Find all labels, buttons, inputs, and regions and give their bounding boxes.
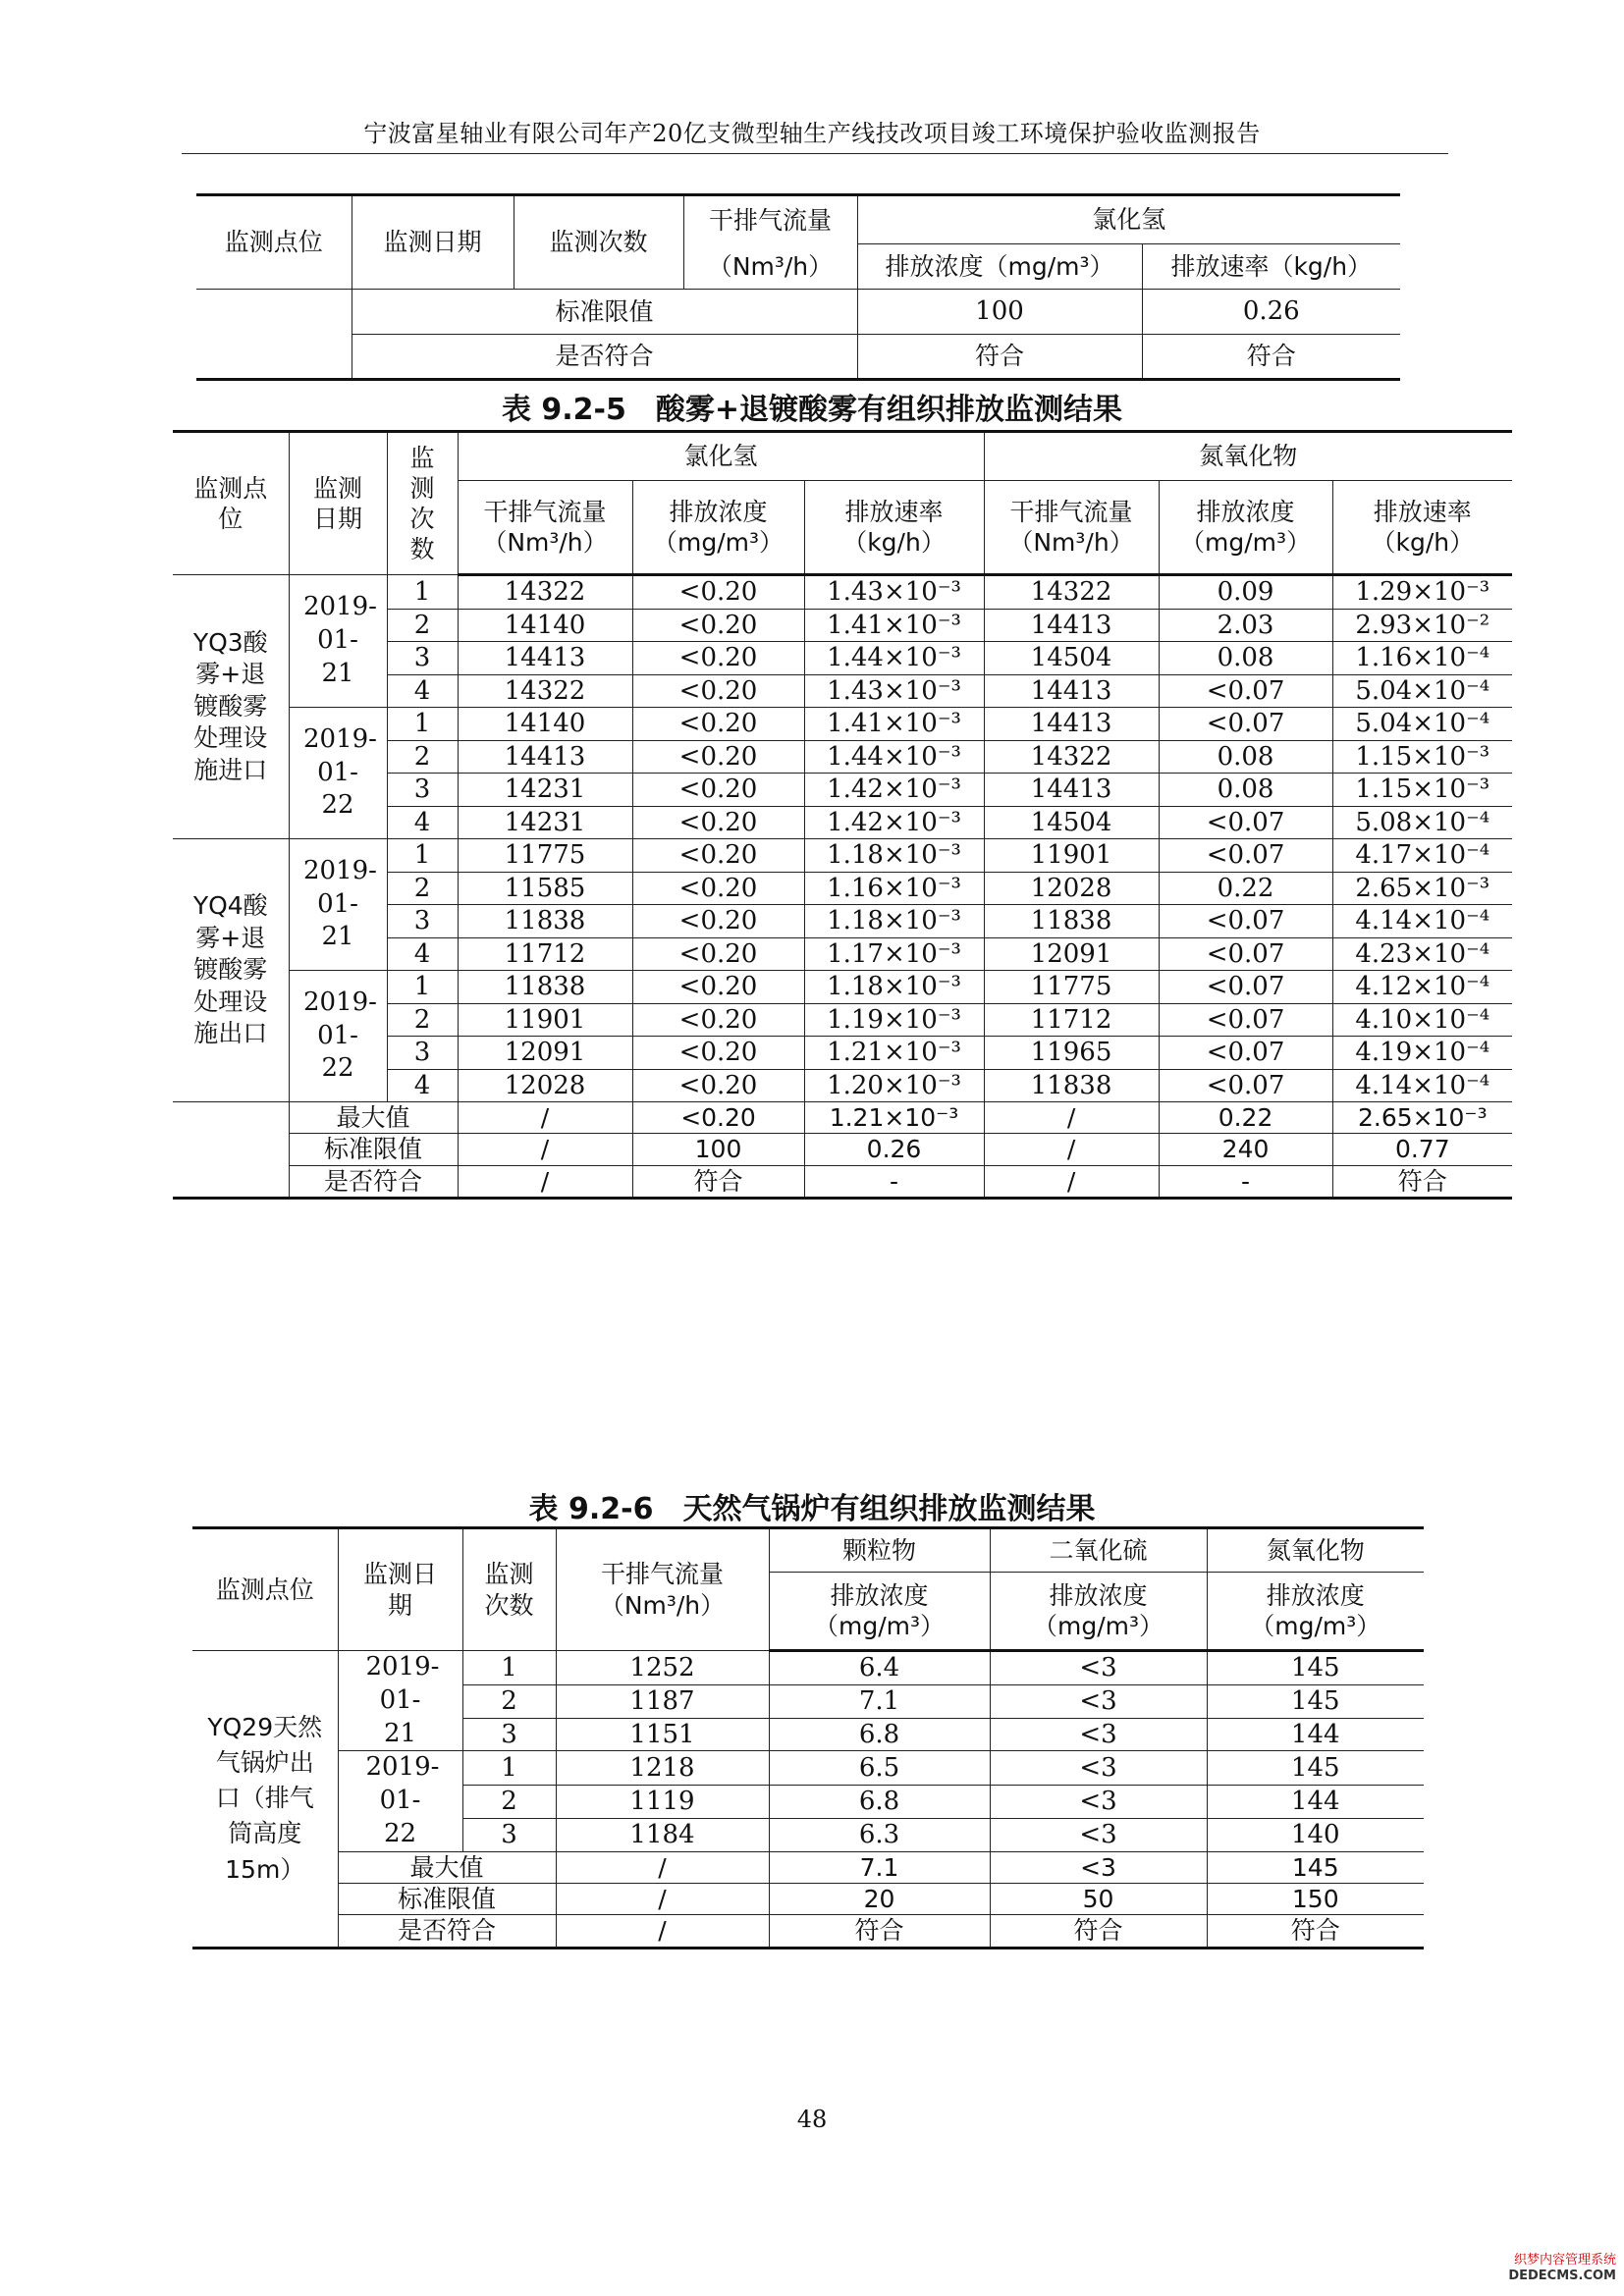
table-row <box>173 839 1512 873</box>
table-cell: 1.42×10⁻³ <box>804 806 984 839</box>
table-cell: 4.10×10⁻⁴ <box>1332 1003 1512 1037</box>
table-cell: 1.19×10⁻³ <box>804 1003 984 1037</box>
table-cell: <0.20 <box>632 1069 804 1102</box>
table-cell: 11901 <box>458 1003 632 1037</box>
table-cell: 符合 <box>990 1915 1207 1948</box>
summary-row <box>173 1134 1512 1165</box>
table-cell: 符合 <box>1207 1915 1424 1948</box>
table-cell: 1.44×10⁻³ <box>804 642 984 675</box>
table-cell: / <box>458 1102 632 1134</box>
table-cell: <0.07 <box>1159 839 1332 873</box>
summary-label: 标准限值 <box>289 1134 458 1165</box>
report-header: 宁波富星轴业有限公司年产20亿支微型轴生产线技改项目竣工环境保护验收监测报告 <box>363 120 1261 147</box>
table-cell: 14322 <box>984 740 1159 774</box>
table-cell: 2 <box>462 1785 556 1818</box>
table-cell: 3 <box>387 774 458 807</box>
table-row <box>173 575 1512 610</box>
table-cell: 4 <box>387 937 458 971</box>
table-cell: 14413 <box>458 740 632 774</box>
table-cell: 12028 <box>458 1069 632 1102</box>
table-cell: 11838 <box>984 905 1159 938</box>
table-cell: 4 <box>387 1069 458 1102</box>
table-cell: 1 <box>387 971 458 1004</box>
table-caption-9-2-5: 表 9.2-5 酸雾+退镀酸雾有组织排放监测结果 <box>501 393 1123 427</box>
nox-subheader: 干排气流量 （Nm³/h） <box>984 481 1159 575</box>
table-cell: 1 <box>387 839 458 873</box>
table-cell: 6.3 <box>769 1818 990 1851</box>
ok-rate: 符合 <box>1142 335 1400 380</box>
table-cell: 11901 <box>984 839 1159 873</box>
table-cell: <3 <box>990 1651 1207 1685</box>
ok-conc: 符合 <box>857 335 1142 380</box>
table-cell: 5.04×10⁻⁴ <box>1332 674 1512 708</box>
table-cell: 符合 <box>1332 1165 1512 1198</box>
table-cell: 0.08 <box>1159 642 1332 675</box>
table-cell: 7.1 <box>769 1684 990 1718</box>
std-rate: 0.26 <box>1142 290 1400 335</box>
table-cell: 1.18×10⁻³ <box>804 905 984 938</box>
table-cell: 5.04×10⁻⁴ <box>1332 708 1512 741</box>
table-cell: 145 <box>1207 1851 1424 1883</box>
table-cell: 1.43×10⁻³ <box>804 674 984 708</box>
table-cell: 1 <box>462 1751 556 1785</box>
table-cell: 4 <box>387 806 458 839</box>
table-cell: 150 <box>1207 1884 1424 1915</box>
col-count: 监测次数 <box>514 195 683 290</box>
table-cell: 2 <box>462 1684 556 1718</box>
col-nox: 氮氧化物 <box>984 432 1512 481</box>
table-cell: <0.07 <box>1159 708 1332 741</box>
table-cell: 12091 <box>984 937 1159 971</box>
table-cell: 0.08 <box>1159 774 1332 807</box>
table-cell: 4.14×10⁻⁴ <box>1332 905 1512 938</box>
std-label: 标准限值 <box>352 290 857 335</box>
table-hcl-continuation <box>196 193 1400 381</box>
table-cell: 1.21×10⁻³ <box>804 1037 984 1070</box>
table-cell: 5.08×10⁻⁴ <box>1332 806 1512 839</box>
table-cell: <3 <box>990 1751 1207 1785</box>
table-cell: 0.26 <box>804 1134 984 1165</box>
table-cell: 1.16×10⁻⁴ <box>1332 642 1512 675</box>
col-count: 监测次数 <box>462 1528 556 1651</box>
table-cell: 145 <box>1207 1751 1424 1785</box>
table-cell: / <box>984 1134 1159 1165</box>
table-cell: 14322 <box>458 674 632 708</box>
hcl-subheader: 干排气流量 （Nm³/h） <box>458 481 632 575</box>
col-flow: 干排气流量 <box>683 195 857 244</box>
col-date: 监测日期 <box>338 1528 462 1651</box>
table-cell: / <box>984 1102 1159 1134</box>
table-cell: 1.43×10⁻³ <box>804 575 984 610</box>
table-cell: <0.07 <box>1159 674 1332 708</box>
table-cell: 4.14×10⁻⁴ <box>1332 1069 1512 1102</box>
table-cell: 2 <box>387 872 458 905</box>
table-cell: 14322 <box>984 575 1159 610</box>
table-cell: 11712 <box>984 1003 1159 1037</box>
conc-subheader: 排放浓度 （mg/m³） <box>769 1573 990 1651</box>
table-cell: 1151 <box>556 1718 769 1751</box>
monitoring-date: 2019-01-22 <box>289 971 387 1102</box>
table-cell: 3 <box>462 1818 556 1851</box>
table-cell: <0.07 <box>1159 1069 1332 1102</box>
table-cell: <0.20 <box>632 609 804 642</box>
table-cell: 3 <box>387 1037 458 1070</box>
table-cell: <0.20 <box>632 872 804 905</box>
table-cell: 11775 <box>984 971 1159 1004</box>
table-cell: 1.15×10⁻³ <box>1332 740 1512 774</box>
table-cell: 1119 <box>556 1785 769 1818</box>
std-conc: 100 <box>857 290 1142 335</box>
table-cell: 3 <box>387 905 458 938</box>
table-cell: 11585 <box>458 872 632 905</box>
table-cell: 2.03 <box>1159 609 1332 642</box>
table-cell: 0.77 <box>1332 1134 1512 1165</box>
table-cell: 2 <box>387 609 458 642</box>
blank-cell <box>196 290 352 380</box>
table-cell: / <box>556 1884 769 1915</box>
table-cell: 1.42×10⁻³ <box>804 774 984 807</box>
table-cell: <3 <box>990 1818 1207 1851</box>
col-conc: 排放浓度（mg/m³） <box>857 244 1142 290</box>
col-nox: 氮氧化物 <box>1207 1528 1424 1573</box>
table-gas-boiler <box>192 1526 1424 1949</box>
table-cell: 6.5 <box>769 1751 990 1785</box>
table-cell: 0.22 <box>1159 1102 1332 1134</box>
table-row <box>173 708 1512 741</box>
table-cell: / <box>458 1165 632 1198</box>
table-cell: 6.8 <box>769 1785 990 1818</box>
summary-label: 标准限值 <box>338 1884 556 1915</box>
table-cell: 2.65×10⁻³ <box>1332 1102 1512 1134</box>
table-cell: <0.20 <box>632 575 804 610</box>
table-cell: 144 <box>1207 1785 1424 1818</box>
table-cell: <3 <box>990 1718 1207 1751</box>
table-cell: 1.21×10⁻³ <box>804 1102 984 1134</box>
col-pm: 颗粒物 <box>769 1528 990 1573</box>
nox-subheader: 排放速率 （kg/h） <box>1332 481 1512 575</box>
summary-label: 是否符合 <box>289 1165 458 1198</box>
col-hcl: 氯化氢 <box>458 432 984 481</box>
monitoring-date: 2019-01-21 <box>338 1651 462 1751</box>
table-cell: <0.07 <box>1159 937 1332 971</box>
table-cell: 12091 <box>458 1037 632 1070</box>
summary-row <box>173 1102 1512 1134</box>
summary-row <box>192 1851 1424 1883</box>
col-hcl: 氯化氢 <box>857 195 1400 244</box>
table-cell: <0.20 <box>632 740 804 774</box>
table-cell: <0.07 <box>1159 806 1332 839</box>
table-cell: 11775 <box>458 839 632 873</box>
table-cell: 14140 <box>458 609 632 642</box>
table-cell: 1187 <box>556 1684 769 1718</box>
summary-label: 最大值 <box>338 1851 556 1883</box>
table-cell: <0.20 <box>632 905 804 938</box>
col-flow: 干排气流量 （Nm³/h） <box>556 1528 769 1651</box>
col-rate: 排放速率（kg/h） <box>1142 244 1400 290</box>
header-rule <box>182 153 1448 154</box>
table-cell: 4.12×10⁻⁴ <box>1332 971 1512 1004</box>
table-cell: 符合 <box>769 1915 990 1948</box>
col-point: 监测点位 <box>173 432 289 575</box>
table-caption-9-2-6: 表 9.2-6 天然气锅炉有组织排放监测结果 <box>528 1492 1096 1526</box>
summary-label: 最大值 <box>289 1102 458 1134</box>
table-cell: 1.44×10⁻³ <box>804 740 984 774</box>
table-cell: 7.1 <box>769 1851 990 1883</box>
table-cell: 11965 <box>984 1037 1159 1070</box>
summary-row <box>192 1915 1424 1948</box>
table-cell: 100 <box>632 1134 804 1165</box>
table-cell: 1.20×10⁻³ <box>804 1069 984 1102</box>
hcl-subheader: 排放速率 （kg/h） <box>804 481 984 575</box>
table-cell: <0.20 <box>632 1102 804 1134</box>
table-cell: 1 <box>462 1651 556 1685</box>
table-cell: 1.15×10⁻³ <box>1332 774 1512 807</box>
table-acid-mist <box>173 430 1512 1200</box>
table-cell: 11838 <box>458 971 632 1004</box>
table-cell: / <box>984 1165 1159 1198</box>
table-cell: 4 <box>387 674 458 708</box>
table-cell: 1252 <box>556 1651 769 1685</box>
summary-row <box>192 1884 1424 1915</box>
table-cell: <0.20 <box>632 1037 804 1070</box>
monitoring-point: YQ3酸雾+退镀酸雾处理设施进口 <box>173 575 289 839</box>
table-cell: <3 <box>990 1684 1207 1718</box>
monitoring-date: 2019-01-22 <box>289 708 387 839</box>
monitoring-date: 2019-01-22 <box>338 1751 462 1851</box>
table-cell: 2 <box>387 1003 458 1037</box>
nox-subheader: 排放浓度 （mg/m³） <box>1159 481 1332 575</box>
table-cell: 0.09 <box>1159 575 1332 610</box>
table-cell: 2 <box>387 740 458 774</box>
table-cell: / <box>556 1851 769 1883</box>
monitoring-date: 2019-01-21 <box>289 839 387 971</box>
table-cell: <0.20 <box>632 708 804 741</box>
col-so2: 二氧化硫 <box>990 1528 1207 1573</box>
table-row <box>192 1651 1424 1685</box>
col-count: 监测次数 <box>387 432 458 575</box>
table-cell: <0.07 <box>1159 1003 1332 1037</box>
table-cell: 11838 <box>458 905 632 938</box>
conc-subheader: 排放浓度 （mg/m³） <box>990 1573 1207 1651</box>
monitoring-point: YQ4酸雾+退镀酸雾处理设施出口 <box>173 839 289 1102</box>
table-cell: 14322 <box>458 575 632 610</box>
table-cell: 1.18×10⁻³ <box>804 839 984 873</box>
table-cell: 1 <box>387 708 458 741</box>
table-cell: 240 <box>1159 1134 1332 1165</box>
table-cell: 4.19×10⁻⁴ <box>1332 1037 1512 1070</box>
table-cell: 1184 <box>556 1818 769 1851</box>
table-cell: 145 <box>1207 1651 1424 1685</box>
blank-cell <box>173 1102 289 1199</box>
table-cell: 14504 <box>984 806 1159 839</box>
table-cell: 0.22 <box>1159 872 1332 905</box>
table-cell: <0.20 <box>632 937 804 971</box>
table-cell: <0.07 <box>1159 905 1332 938</box>
table-cell: 14413 <box>458 642 632 675</box>
table-cell: 1.17×10⁻³ <box>804 937 984 971</box>
table-cell: <0.20 <box>632 642 804 675</box>
col-date: 监测日期 <box>352 195 514 290</box>
summary-row <box>173 1165 1512 1198</box>
table-cell: 1.29×10⁻³ <box>1332 575 1512 610</box>
hcl-subheader: 排放浓度 （mg/m³） <box>632 481 804 575</box>
table-cell: 14413 <box>984 774 1159 807</box>
table-cell: 2.93×10⁻² <box>1332 609 1512 642</box>
table-cell: 12028 <box>984 872 1159 905</box>
table-cell: 144 <box>1207 1718 1424 1751</box>
table-cell: / <box>458 1134 632 1165</box>
table-row <box>173 971 1512 1004</box>
table-cell: 11712 <box>458 937 632 971</box>
table-cell: 14413 <box>984 708 1159 741</box>
table-cell: 2.65×10⁻³ <box>1332 872 1512 905</box>
table-cell: 140 <box>1207 1818 1424 1851</box>
table-row <box>192 1751 1424 1785</box>
table-cell: 3 <box>387 642 458 675</box>
table-cell: 50 <box>990 1884 1207 1915</box>
table-cell: 1.16×10⁻³ <box>804 872 984 905</box>
table-cell: 1.41×10⁻³ <box>804 609 984 642</box>
monitoring-date: 2019-01-21 <box>289 575 387 708</box>
table-cell: <0.20 <box>632 674 804 708</box>
table-cell: 14413 <box>984 609 1159 642</box>
table-cell: 14504 <box>984 642 1159 675</box>
page-number: 48 <box>796 2106 828 2133</box>
table-cell: 11838 <box>984 1069 1159 1102</box>
table-cell: <0.20 <box>632 774 804 807</box>
table-cell: - <box>804 1165 984 1198</box>
table-cell: 3 <box>462 1718 556 1751</box>
table-cell: 1.18×10⁻³ <box>804 971 984 1004</box>
table-cell: <0.07 <box>1159 971 1332 1004</box>
table-cell: 145 <box>1207 1684 1424 1718</box>
table-cell: 6.8 <box>769 1718 990 1751</box>
table-cell: 1.41×10⁻³ <box>804 708 984 741</box>
table-cell: - <box>1159 1165 1332 1198</box>
table-cell: <3 <box>990 1851 1207 1883</box>
table-cell: 4.17×10⁻⁴ <box>1332 839 1512 873</box>
table-cell: <0.07 <box>1159 1037 1332 1070</box>
col-point: 监测点位 <box>192 1528 338 1651</box>
table-cell: 6.4 <box>769 1651 990 1685</box>
table-cell: <0.20 <box>632 1003 804 1037</box>
table-cell: 14231 <box>458 774 632 807</box>
col-date: 监测日期 <box>289 432 387 575</box>
table-cell: 0.08 <box>1159 740 1332 774</box>
table-cell: <3 <box>990 1785 1207 1818</box>
col-point: 监测点位 <box>196 195 352 290</box>
table-cell: 1218 <box>556 1751 769 1785</box>
table-cell: 4.23×10⁻⁴ <box>1332 937 1512 971</box>
table-cell: 14231 <box>458 806 632 839</box>
summary-label: 是否符合 <box>338 1915 556 1948</box>
table-cell: 20 <box>769 1884 990 1915</box>
ok-label: 是否符合 <box>352 335 857 380</box>
col-flow-unit: （Nm³/h） <box>683 244 857 290</box>
table-cell: <0.20 <box>632 806 804 839</box>
table-cell: 符合 <box>632 1165 804 1198</box>
table-cell: <0.20 <box>632 839 804 873</box>
table-cell: 1 <box>387 575 458 610</box>
conc-subheader: 排放浓度 （mg/m³） <box>1207 1573 1424 1651</box>
watermark-logo: 织梦内容管理系统 DEDECMS.COM <box>1508 2253 1616 2283</box>
monitoring-point: YQ29天然气锅炉出口（排气筒高度15m） <box>192 1651 338 1949</box>
table-cell: / <box>556 1915 769 1948</box>
table-cell: 14413 <box>984 674 1159 708</box>
table-cell: <0.20 <box>632 971 804 1004</box>
table-cell: 14140 <box>458 708 632 741</box>
